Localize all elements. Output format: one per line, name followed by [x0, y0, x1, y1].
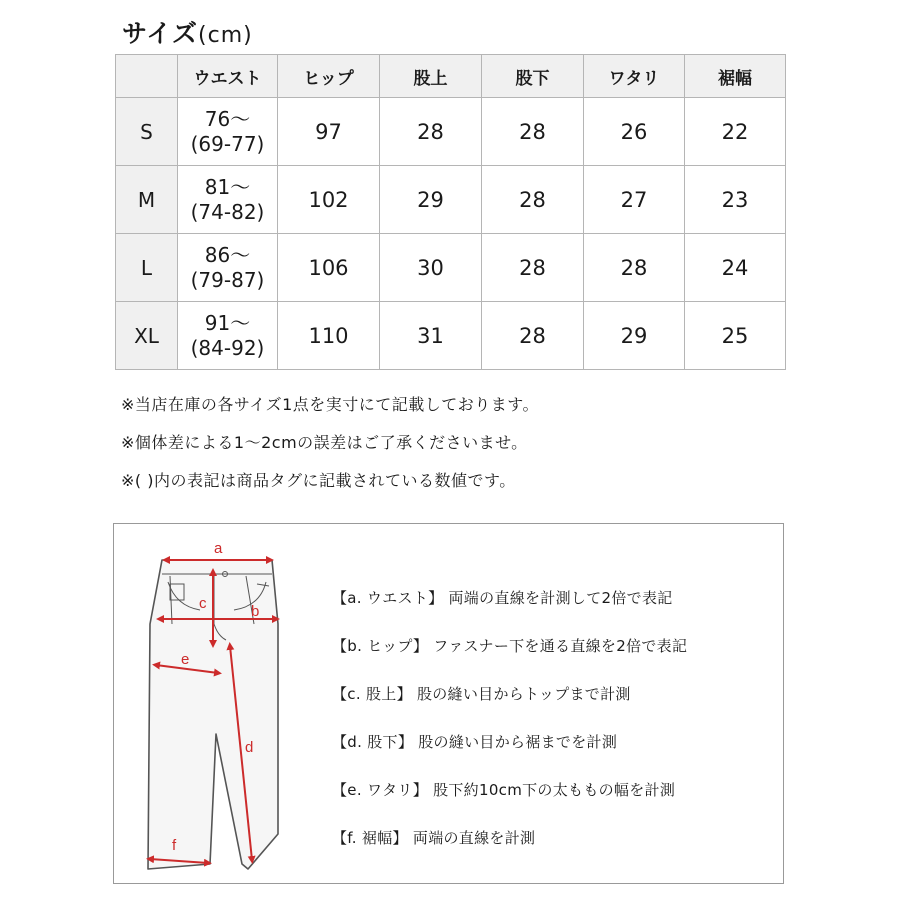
header-hem: 裾幅: [685, 55, 786, 98]
hem-cell: 23: [685, 166, 786, 234]
table-row: [116, 234, 786, 302]
hem-cell: 25: [685, 302, 786, 370]
inseam-cell: 28: [482, 98, 584, 166]
legend-item-c: 【c. 股上】 股の縫い目からトップまで計測: [332, 685, 631, 703]
hem-cell: 22: [685, 98, 786, 166]
hip-cell: 102: [278, 166, 380, 234]
note-line: ※( )内の表記は商品タグに記載されている数値です。: [121, 471, 516, 490]
label-c: c: [199, 595, 207, 612]
legend-item-b: 【b. ヒップ】 ファスナー下を通る直線を2倍で表記: [332, 637, 688, 655]
waist-range: (84-92): [190, 335, 265, 360]
note-line: ※個体差による1〜2cmの誤差はご了承くださいませ。: [121, 433, 528, 452]
size-label: M: [116, 166, 178, 234]
rise-cell: 29: [380, 166, 482, 234]
waist-cell: [178, 166, 278, 234]
table-row: [116, 98, 786, 166]
size-label: S: [116, 98, 178, 166]
waist-value: 76〜: [204, 106, 251, 131]
table-header-row: [116, 55, 786, 98]
hip-cell: 106: [278, 234, 380, 302]
size-label: XL: [116, 302, 178, 370]
header-thigh: ワタリ: [584, 55, 685, 98]
inseam-cell: 28: [482, 234, 584, 302]
legend-item-f: 【f. 裾幅】 両端の直線を計測: [332, 829, 536, 847]
header-waist: ウエスト: [178, 55, 278, 98]
inseam-cell: 28: [482, 302, 584, 370]
thigh-cell: 27: [584, 166, 685, 234]
table-row: [116, 166, 786, 234]
page-title: [122, 14, 253, 50]
thigh-cell: 29: [584, 302, 685, 370]
legend-item-e: 【e. ワタリ】 股下約10cm下の太ももの幅を計測: [332, 781, 676, 799]
hem-cell: 24: [685, 234, 786, 302]
table-row: [116, 302, 786, 370]
label-e: e: [181, 651, 190, 668]
title-main: サイズ: [122, 19, 199, 48]
header-hip: ヒップ: [278, 55, 380, 98]
legend-item-a: 【a. ウエスト】 両端の直線を計測して2倍で表記: [332, 589, 673, 607]
hip-cell: 110: [278, 302, 380, 370]
waist-value: 81〜: [204, 174, 251, 199]
header-rise: 股上: [380, 55, 482, 98]
title-unit: (cm): [198, 23, 253, 48]
header-size: [116, 55, 178, 98]
inseam-cell: 28: [482, 166, 584, 234]
rise-cell: 30: [380, 234, 482, 302]
thigh-cell: 28: [584, 234, 685, 302]
label-b: b: [251, 603, 260, 620]
waist-cell: [178, 98, 278, 166]
size-label: L: [116, 234, 178, 302]
notes: [121, 386, 539, 500]
size-table: [115, 54, 786, 370]
thigh-cell: 26: [584, 98, 685, 166]
measurement-diagram: [113, 523, 784, 884]
note-line: ※当店在庫の各サイズ1点を実寸にて記載しております。: [121, 395, 540, 414]
waist-range: (74-82): [190, 199, 265, 224]
rise-cell: 31: [380, 302, 482, 370]
label-a: a: [214, 540, 223, 557]
waist-range: (69-77): [190, 131, 265, 156]
waist-cell: [178, 234, 278, 302]
waist-range: (79-87): [190, 267, 265, 292]
hip-cell: 97: [278, 98, 380, 166]
label-d: d: [245, 739, 254, 756]
waist-value: 86〜: [204, 242, 251, 267]
header-inseam: 股下: [482, 55, 584, 98]
waist-cell: [178, 302, 278, 370]
rise-cell: 28: [380, 98, 482, 166]
legend-item-d: 【d. 股下】 股の縫い目から裾までを計測: [332, 733, 618, 751]
label-f: f: [172, 837, 177, 854]
waist-value: 91〜: [204, 310, 251, 335]
